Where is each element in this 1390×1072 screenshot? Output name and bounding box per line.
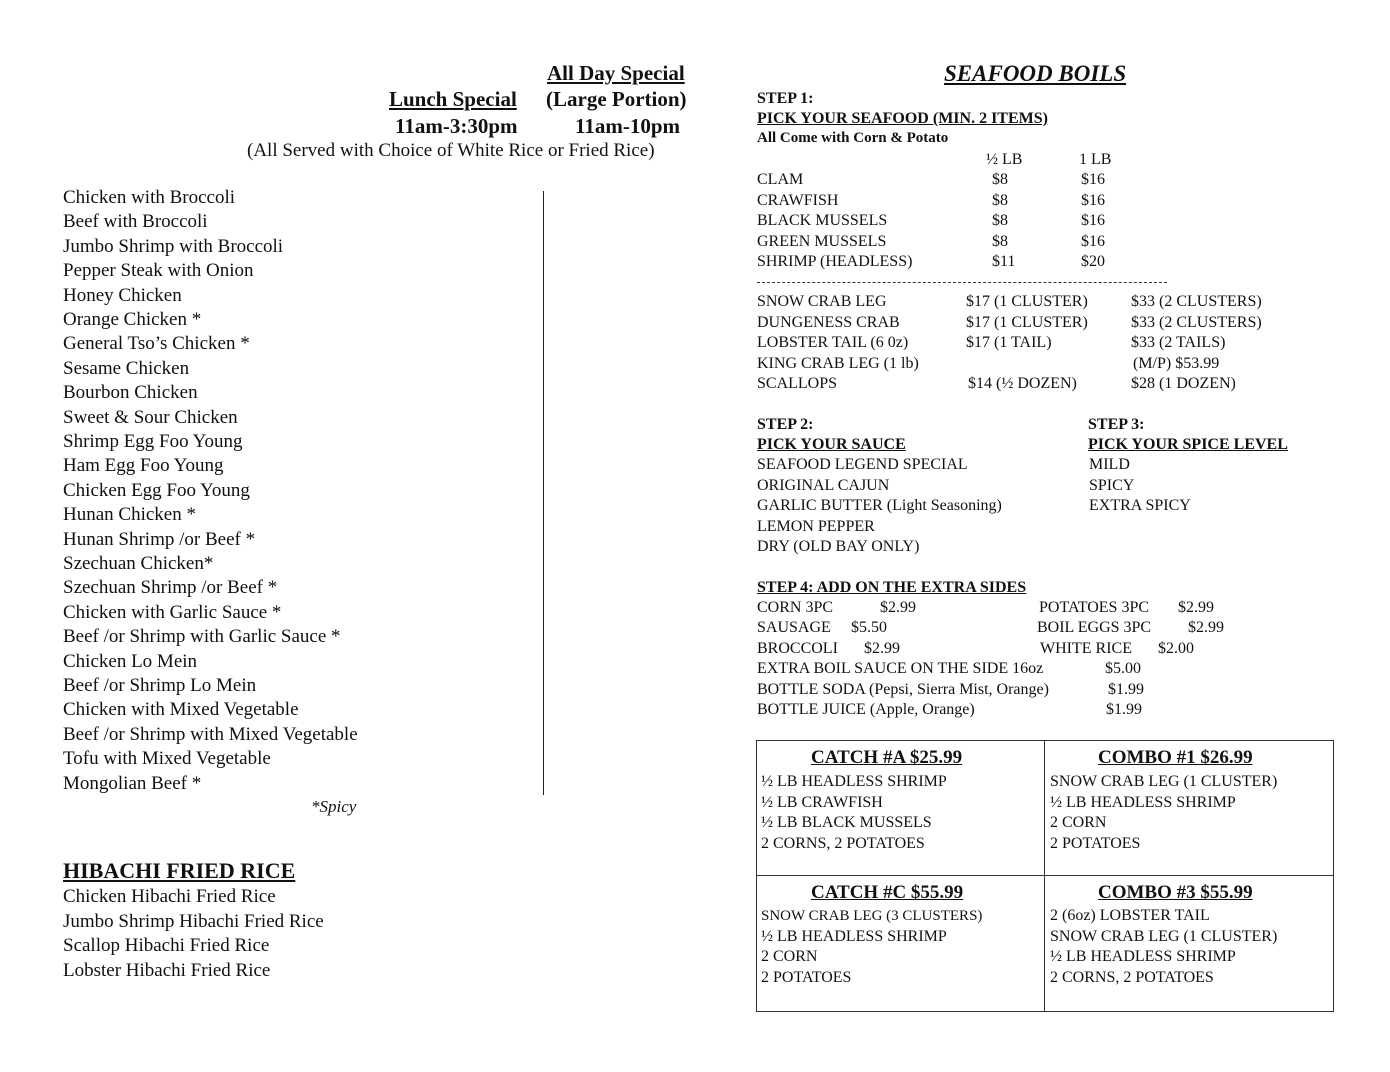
seafood-premium-price-1: $17 (1 CLUSTER) bbox=[966, 293, 1088, 310]
menu-item-name: Jumbo Shrimp with Broccoli bbox=[63, 235, 284, 257]
menu-item-name: Szechuan Chicken* bbox=[63, 553, 214, 574]
side-corn: CORN 3PC bbox=[757, 599, 834, 616]
combo-1-lines: SNOW CRAB LEG (1 CLUSTER) ½ LB HEADLESS SHRIMP 2 CORN 2 POTATOES bbox=[1050, 773, 1278, 852]
menu-item-name: Chicken with Garlic Sauce * bbox=[63, 601, 282, 623]
side-sauce-price: $5.00 bbox=[1105, 660, 1141, 677]
menu-item-name: Sesame Chicken bbox=[63, 357, 190, 379]
seafood-item: CLAM bbox=[757, 171, 804, 188]
side-soda-price: $1.99 bbox=[1108, 681, 1144, 698]
all-day-time: 11am-10pm bbox=[575, 114, 680, 138]
step1-sub: All Come with Corn & Potato bbox=[757, 130, 949, 146]
seafood-premium-price-1: $17 (1 CLUSTER) bbox=[966, 313, 1088, 331]
sauce-option: DRY (OLD BAY ONLY) bbox=[757, 538, 920, 555]
seafood-premium-item: KING CRAB LEG (1 lb) bbox=[757, 354, 919, 372]
seafood-half-price: $8 bbox=[992, 232, 1008, 250]
step3-heading: PICK YOUR SPICE LEVEL bbox=[1088, 436, 1288, 453]
seafood-half-price: $11 bbox=[992, 253, 1016, 270]
menu-item-name: Orange Chicken * bbox=[63, 309, 202, 330]
menu-item-name: Beef /or Shrimp with Garlic Sauce * bbox=[63, 626, 341, 648]
lunch-time: 11am-3:30pm bbox=[395, 114, 518, 138]
menu-item-name: Shrimp Egg Foo Young bbox=[63, 431, 243, 452]
seafood-premium-item: DUNGENESS CRAB bbox=[757, 313, 900, 331]
seafood-item: CRAWFISH bbox=[757, 191, 839, 209]
seafood-one-price: $16 bbox=[1081, 232, 1105, 250]
column-divider bbox=[543, 191, 544, 795]
seafood-premium-price-2: $33 (2 CLUSTERS) bbox=[1131, 293, 1262, 310]
seafood-one-price: $16 bbox=[1081, 212, 1105, 229]
seafood-half-price: $8 bbox=[992, 212, 1008, 229]
seafood-premium-price-2: (M/P) $53.99 bbox=[1133, 354, 1220, 372]
catch-c-lines: SNOW CRAB LEG (3 CLUSTERS) ½ LB HEADLESS SHRIMP 2 CORN 2 POTATOES bbox=[761, 908, 983, 986]
menu-item-name: Chicken Lo Mein bbox=[63, 650, 198, 672]
hibachi-title: HIBACHI FRIED RICE bbox=[63, 858, 296, 883]
seafood-item: GREEN MUSSELS bbox=[757, 232, 887, 250]
hibachi-item-name: Jumbo Shrimp Hibachi Fried Rice bbox=[63, 910, 324, 932]
catch-a-title: CATCH #A $25.99 bbox=[811, 747, 963, 768]
side-sausage: SAUSAGE bbox=[757, 619, 831, 636]
menu-item-name: Beef /or Shrimp Lo Mein bbox=[63, 675, 257, 696]
side-corn-price: $2.99 bbox=[880, 599, 916, 616]
menu-item-name: Mongolian Beef * bbox=[63, 772, 202, 794]
step2-label: STEP 2: bbox=[757, 416, 814, 433]
dashed-divider bbox=[757, 282, 1167, 283]
half-lb-header: ½ LB bbox=[986, 151, 1023, 168]
seafood-premium-price-1: $14 (½ DOZEN) bbox=[968, 375, 1077, 392]
side-eggs: BOIL EGGS 3PC bbox=[1037, 619, 1152, 636]
seafood-item: SHRIMP (HEADLESS) bbox=[757, 253, 913, 270]
seafood-one-price: $16 bbox=[1081, 191, 1105, 209]
spice-option: MILD bbox=[1089, 456, 1130, 473]
seafood-premium-item: LOBSTER TAIL (6 0z) bbox=[757, 334, 909, 351]
large-portion-heading: (Large Portion) bbox=[546, 87, 687, 111]
menu-item-name: General Tso’s Chicken * bbox=[63, 333, 250, 355]
side-sauce: EXTRA BOIL SAUCE ON THE SIDE 16oz bbox=[757, 660, 1044, 677]
catch-a-lines: ½ LB HEADLESS SHRIMP ½ LB CRAWFISH ½ LB BLACK MUSSELS 2 CORNS, 2 POTATOES bbox=[761, 773, 947, 852]
seafood-item: BLACK MUSSELS bbox=[757, 212, 888, 229]
combo-3-title: COMBO #3 $55.99 bbox=[1098, 882, 1253, 903]
seafood-premium-item: SNOW CRAB LEG bbox=[757, 293, 887, 310]
side-soda: BOTTLE SODA (Pepsi, Sierra Mist, Orange) bbox=[757, 681, 1049, 698]
menu-item-name: Beef with Broccoli bbox=[63, 211, 208, 233]
menu-item-name: Hunan Shrimp /or Beef * bbox=[63, 528, 256, 550]
hibachi-item-name: Scallop Hibachi Fried Rice bbox=[63, 935, 270, 956]
side-broccoli: BROCCOLI bbox=[757, 640, 838, 657]
menu-item-name: Szechuan Shrimp /or Beef * bbox=[63, 577, 278, 599]
seafood-half-price: $8 bbox=[992, 171, 1008, 188]
menu-item-name: Chicken with Broccoli bbox=[63, 187, 236, 208]
menu-item-name: Ham Egg Foo Young bbox=[63, 455, 224, 477]
spice-option: EXTRA SPICY bbox=[1089, 497, 1191, 514]
seafood-premium-price-2: $33 (2 TAILS) bbox=[1131, 334, 1226, 351]
menu-item-name: Pepper Steak with Onion bbox=[63, 260, 254, 282]
combo-grid-vline bbox=[1044, 740, 1045, 1012]
side-juice: BOTTLE JUICE (Apple, Orange) bbox=[757, 701, 975, 718]
seafood-premium-item: SCALLOPS bbox=[757, 375, 838, 392]
menu-item-name: Bourbon Chicken bbox=[63, 382, 198, 404]
combo-1-title: COMBO #1 $26.99 bbox=[1098, 747, 1253, 768]
side-rice: WHITE RICE bbox=[1040, 640, 1132, 657]
sauce-option: SEAFOOD LEGEND SPECIAL bbox=[757, 456, 968, 473]
hibachi-item-name: Chicken Hibachi Fried Rice bbox=[63, 886, 276, 907]
hibachi-item-name: Lobster Hibachi Fried Rice bbox=[63, 959, 271, 981]
one-lb-header: 1 LB bbox=[1079, 151, 1112, 168]
step3-label: STEP 3: bbox=[1088, 416, 1145, 433]
sauce-option: ORIGINAL CAJUN bbox=[757, 476, 890, 494]
side-potatoes: POTATOES 3PC bbox=[1039, 599, 1150, 616]
side-broccoli-price: $2.99 bbox=[864, 640, 900, 657]
step4-heading: STEP 4: ADD ON THE EXTRA SIDES bbox=[757, 579, 1027, 596]
step1-label: STEP 1: bbox=[757, 90, 814, 107]
seafood-boils-title: SEAFOOD BOILS bbox=[944, 61, 1127, 86]
menu-item-name: Chicken with Mixed Vegetable bbox=[63, 699, 299, 721]
combo-3-lines: 2 (6oz) LOBSTER TAIL SNOW CRAB LEG (1 CLUSTER) ½ LB HEADLESS SHRIMP 2 CORNS, 2 POTATOES bbox=[1050, 907, 1278, 986]
seafood-half-price: $8 bbox=[992, 191, 1008, 209]
step1-heading: PICK YOUR SEAFOOD (MIN. 2 ITEMS) bbox=[757, 110, 1048, 127]
side-rice-price: $2.00 bbox=[1158, 640, 1194, 657]
menu-item-name: Sweet & Sour Chicken bbox=[63, 406, 238, 428]
spice-option: SPICY bbox=[1089, 476, 1135, 494]
seafood-one-price: $16 bbox=[1081, 171, 1105, 188]
seafood-premium-price-2: $28 (1 DOZEN) bbox=[1131, 375, 1236, 392]
seafood-one-price: $20 bbox=[1081, 253, 1105, 270]
sauce-option: LEMON PEPPER bbox=[757, 517, 875, 535]
spicy-note: *Spicy bbox=[311, 797, 357, 816]
combo-grid-hline bbox=[756, 875, 1334, 876]
seafood-premium-price-1: $17 (1 TAIL) bbox=[966, 334, 1052, 351]
lunch-special-heading: Lunch Special bbox=[389, 87, 517, 111]
side-potatoes-price: $2.99 bbox=[1178, 599, 1214, 616]
side-juice-price: $1.99 bbox=[1106, 701, 1142, 718]
menu-item-name: Chicken Egg Foo Young bbox=[63, 479, 250, 501]
menu-item-name: Hunan Chicken * bbox=[63, 504, 196, 526]
served-with-note: (All Served with Choice of White Rice or Fried Rice) bbox=[247, 140, 655, 161]
seafood-premium-price-2: $33 (2 CLUSTERS) bbox=[1131, 313, 1262, 331]
all-day-special-heading: All Day Special bbox=[547, 61, 685, 85]
step2-heading: PICK YOUR SAUCE bbox=[757, 436, 906, 453]
side-sausage-price: $5.50 bbox=[851, 619, 887, 636]
sauce-option: GARLIC BUTTER (Light Seasoning) bbox=[757, 497, 1002, 514]
menu-item-name: Honey Chicken bbox=[63, 284, 182, 306]
catch-c-title: CATCH #C $55.99 bbox=[811, 882, 964, 903]
side-eggs-price: $2.99 bbox=[1188, 619, 1224, 636]
menu-item-name: Beef /or Shrimp with Mixed Vegetable bbox=[63, 723, 358, 745]
menu-item-name: Tofu with Mixed Vegetable bbox=[63, 748, 271, 770]
